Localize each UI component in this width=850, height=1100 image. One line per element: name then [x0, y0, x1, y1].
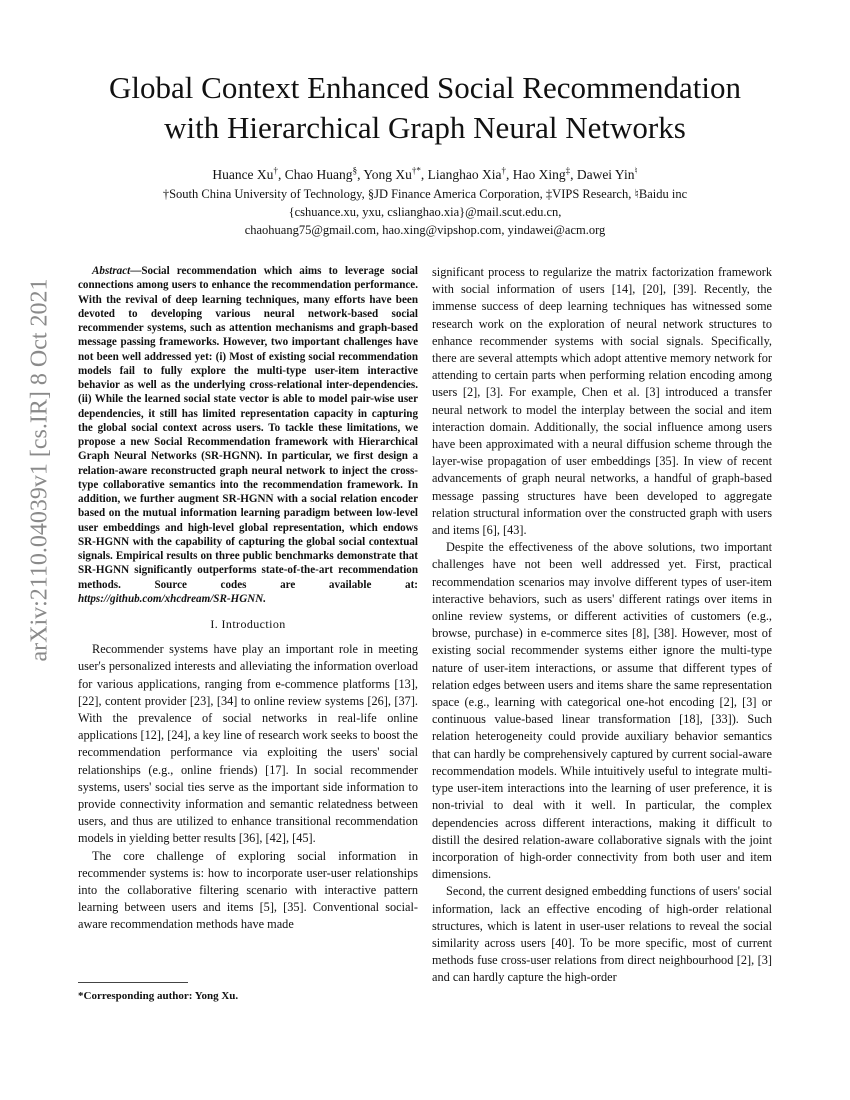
intro-paragraph-1: Recommender systems have play an important role in meeting user's personalized interests and alleviating the information overload for various applications, ranging from e-commence platforms [13], [22], content provider [23], [34] to online review systems [26], [37]. With the prevalence of social networks in real-life online applications [12], [24], a key line of research work seeks to boost the recommendation performance via exploiting the users' social relationships (e.g., online friends) [17]. In social recommender systems, users' social ties serve as the important side information to provide connectivity information and semantic relatedness between users, and thus are utilized to enhance transitional recommendation models in yielding better results [36], [42], [45]. — [78, 642, 418, 846]
right-paragraph-1: significant process to regularize the matrix factorization framework with social information of users [14], [20], [39]. Recently, the immense success of deep learning techniques has witnessed some research work on the exploration of neural network structures to enhance recommender systems with social signals. Specifically, there are several attempts which adopt attentive memory network for attending to certain parts when performing relation encoding among users [2], [3]. For example, Chen et al. [3] introduced a transfer neural network to model the interplay between the social and item interaction domain. Additionally, the social influence among users have been approximated with a neural diffusion scheme through the layer-wise propagation of user embeddings [35]. In view of recent advancements of graph neural networks, a handful of graph-based message passing structures have been developed to aggregate relation structural information over the constructed graph with users and items [6], [43]. — [432, 265, 772, 538]
paper-title — [60, 68, 790, 148]
emails-line-2: chaohuang75@gmail.com, hao.xing@vipshop.com, yindawei@acm.org — [244, 223, 606, 237]
abstract-label: Abstract — [92, 265, 131, 277]
left-column — [78, 264, 418, 934]
affiliations: †South China University of Technology, §JD Finance America Corporation, ‡VIPS Research, ♮Baidu inc — [162, 187, 688, 201]
abstract — [78, 264, 418, 606]
author: Hao Xing‡ — [512, 165, 571, 182]
author-list: Huance Xu†, Chao Huang§, Yong Xu†*, Lianghao Xia†, Hao Xing‡, Dawei Yin♮ — [212, 165, 638, 182]
author: Chao Huang§ — [284, 165, 358, 182]
right-paragraph-2: Despite the effectiveness of the above solutions, two important challenges have not been well addressed yet. First, practical recommendation scenarios may involve different types of user-item interactive behaviors, such as users' different ratings over items in online review systems, or different activities of customers (e.g., browse, purchase) in e-commerce sites [8], [38]. However, most of existing social recommender systems either ignore the multi-type nature of user-item interactions, or assume that different types of relation edges between users and items share the same representation space (e.g., learning with categorical one-hot encoding [2], [3] or continuous value-based linear transformation [18], [33]). Such relation heterogeneity could provide auxiliary behavior semantics that can hardly be comprehensively captured by current social-aware recommendation models. While intuitively useful to integrate multi-type user-item interactions into the learning of user preference, it is non-trivial to deal with it well. In particular, the complex dependencies across different interactions, making it difficult to distill the desired relation-aware collaborative signals with the joint incorporation of high-order connectivity from both user and item dimensions. — [432, 540, 772, 882]
arxiv-identifier: arXiv:2110.04039v1 [cs.IR] 8 Oct 2021 — [26, 278, 53, 662]
title-line-1: Global Context Enhanced Social Recommendation — [109, 70, 741, 105]
title-line-2: with Hierarchical Graph Neural Networks — [164, 110, 686, 145]
section-heading-introduction: I. Introduction — [210, 617, 286, 631]
author: Huance Xu† — [212, 165, 278, 182]
author: Lianghao Xia† — [427, 165, 506, 182]
author: Dawei Yin♮ — [576, 165, 638, 182]
abstract-text: —Social recommendation which aims to leverage social connections among users to enhance the recommendation performance. With the revival of deep learning techniques, many efforts have been devoted to developing various neural network-based social recommender systems, such as attention mechanisms and graph-based message passing frameworks. However, two important challenges have not been well addressed yet: (i) Most of existing social recommendation models fail to fully explore the multi-type user-item interactive behavior as well as the underlying cross-relational inter-dependencies. (ii) While the learned social state vector is able to model pair-wise user dependencies, it still has limited representation capacity in capturing the global social context across users. To tackle these limitations, we propose a new Social Recommendation framework with Hierarchical Graph Neural Networks (SR-HGNN). In particular, we first design a relation-aware reconstructed graph neural network to inject the cross-type collaborative semantics into the recommendation framework. In addition, we further augment SR-HGNN with a social relation encoder based on the mutual information learning paradigm between low-level user embeddings and high-level global representation, which endows SR-HGNN with the capability of capturing the global social contextual signals. Empirical results on three public benchmarks demonstrate that SR-HGNN significantly outperforms state-of-the-art recommendation methods. Source codes are available at: — [78, 265, 418, 591]
right-column — [432, 264, 772, 987]
emails-line-1: {cshuance.xu, yxu, cslianghao.xia}@mail.scut.edu.cn, — [288, 205, 562, 219]
affiliations-block — [60, 185, 790, 239]
author: Yong Xu†* — [363, 165, 421, 182]
corresponding-author-footnote: *Corresponding author: Yong Xu. — [78, 986, 418, 1002]
right-paragraph-3: Second, the current designed embedding functions of users' social information, lack an effective encoding of high-order relational structures, which is latent in user-user relations to reveal the social similarity across users [40]. To be more specific, most of current methods fuse cross-user relations from direct neighbourhood [2], [3] and can hardly capture the high-order — [432, 884, 772, 985]
source-code-link[interactable]: https://github.com/xhcdream/SR-HGNN. — [78, 592, 266, 605]
intro-paragraph-2: The core challenge of exploring social information in recommender systems is: how to incorporate user-user relationships into the collaborative filtering scenario with interactive pattern learning between users and items [5], [35]. Conventional social-aware recommendation methods have made — [78, 848, 418, 932]
